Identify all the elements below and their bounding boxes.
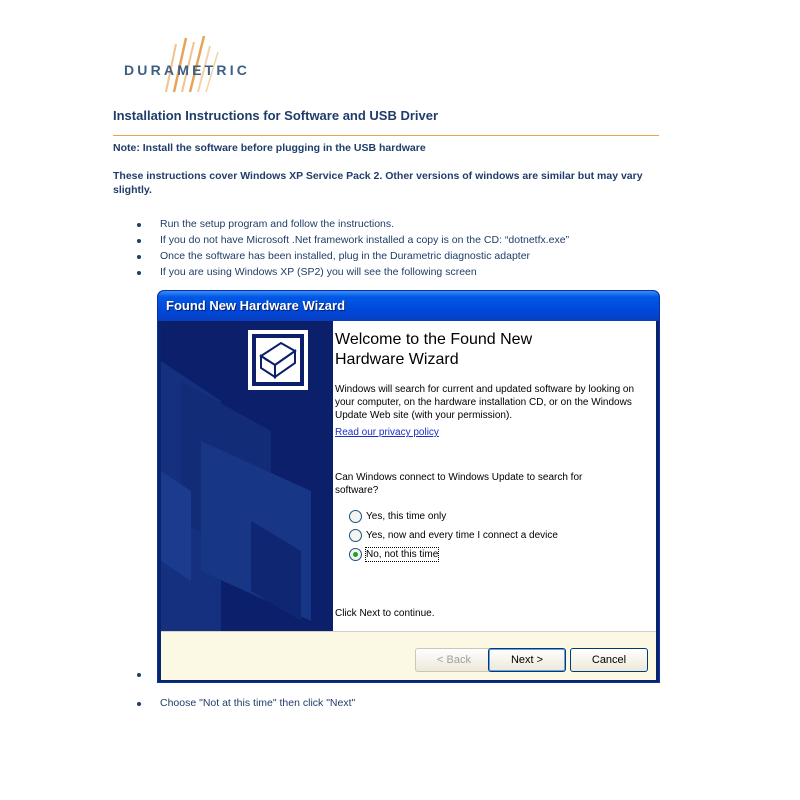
radio-selected-dot <box>353 552 358 557</box>
wizard-description: Windows will search for current and updated software by looking on your computer, on the hardware installation CD, or on the Windows Update Web site (with your permission). <box>335 384 635 421</box>
wizard-titlebar <box>158 291 659 321</box>
cancel-button[interactable]: Cancel <box>570 648 648 672</box>
empty-list-bullet <box>137 673 141 677</box>
list-item: Run the setup program and follow the instructions. <box>136 217 569 233</box>
page-title: Installation Instructions for Software and USB Driver <box>113 108 439 123</box>
wizard-heading-line2: Hardware Wizard <box>335 351 459 368</box>
wizard-title: Found New Hardware Wizard <box>166 298 346 313</box>
install-note: Note: Install the software before plugging in the USB hardware <box>113 142 426 154</box>
wizard-heading-line1: Welcome to the Found New <box>335 331 533 348</box>
click-next-text: Click Next to continue. <box>335 608 435 619</box>
wizard-banner-art <box>161 321 333 631</box>
radio-label: Yes, this time only <box>366 511 447 522</box>
wizard-content <box>333 321 656 631</box>
update-question: Can Windows connect to Windows Update to search for software? <box>335 472 583 496</box>
privacy-policy-link[interactable]: Read our privacy policy <box>335 427 439 438</box>
wizard-heading <box>335 330 635 370</box>
list-item: Once the software has been installed, plug in the Durametric diagnostic adapter <box>136 249 569 265</box>
back-button[interactable]: < Back <box>415 648 493 672</box>
logo-text: DURAMETRIC <box>124 62 251 78</box>
durametric-logo <box>118 34 268 98</box>
list-item: If you do not have Microsoft .Net framework installed a copy is on the CD: “dotnetfx.exe” <box>136 233 569 249</box>
radio-button-icon <box>349 510 362 523</box>
list-item: Choose "Not at this time" then click "Next" <box>160 697 356 709</box>
wizard-client-area <box>161 321 656 679</box>
wizard-sidebar-graphic <box>161 321 333 631</box>
title-divider <box>113 135 659 136</box>
intro-text: These instructions cover Windows XP Service Pack 2. Other versions of windows are similar but may vary slightly. <box>113 170 643 196</box>
list-bullet <box>137 702 141 706</box>
wizard-button-bar <box>161 631 656 680</box>
instruction-list <box>136 217 569 281</box>
list-item: If you are using Windows XP (SP2) you will see the following screen <box>136 265 569 281</box>
hardware-wizard-window <box>158 291 659 682</box>
radio-button-selected-icon <box>349 548 362 561</box>
radio-button-icon <box>349 529 362 542</box>
next-button[interactable]: Next > <box>488 648 566 672</box>
radio-label: Yes, now and every time I connect a device <box>366 530 558 541</box>
radio-label: No, not this time <box>366 549 439 560</box>
